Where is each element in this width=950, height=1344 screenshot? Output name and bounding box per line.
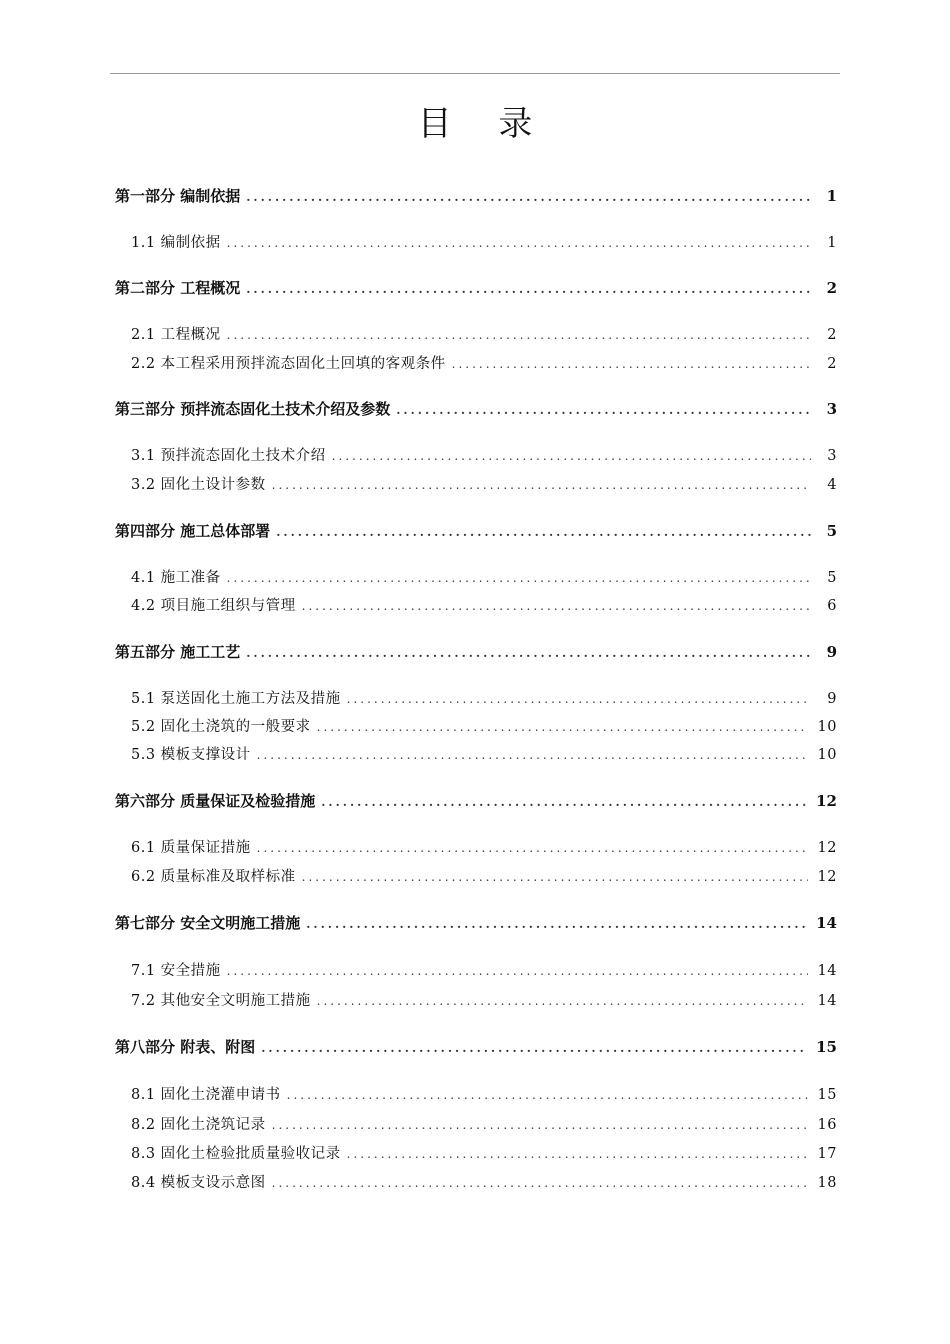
toc-entry-label: 2.1 工程概况 bbox=[131, 327, 221, 343]
toc-page-number: 5 bbox=[827, 570, 837, 586]
toc-entry-label: 第三部分 预拌流态固化土技术介绍及参数 bbox=[115, 400, 391, 418]
toc-section-entry[interactable] bbox=[131, 743, 837, 763]
toc-part-entry[interactable] bbox=[115, 520, 837, 540]
toc-section-entry[interactable] bbox=[131, 566, 837, 586]
toc-leader-dots bbox=[332, 449, 811, 463]
toc-entry-label: 第一部分 编制依据 bbox=[115, 187, 241, 205]
toc-entry-label: 3.1 预拌流态固化土技术介绍 bbox=[131, 448, 326, 464]
toc-part-entry[interactable] bbox=[115, 185, 837, 205]
toc-leader-dots bbox=[272, 1176, 808, 1190]
header-rule bbox=[110, 73, 840, 74]
toc-section-entry[interactable] bbox=[131, 1083, 837, 1103]
toc-page-number: 12 bbox=[817, 840, 837, 856]
toc-page-number: 10 bbox=[817, 747, 837, 763]
toc-entry-label: 5.3 模板支撑设计 bbox=[131, 747, 251, 763]
toc-entry-label: 第六部分 质量保证及检验措施 bbox=[115, 792, 316, 810]
toc-section-entry[interactable] bbox=[131, 687, 837, 707]
toc-section-entry[interactable] bbox=[131, 959, 837, 979]
toc-section-entry[interactable] bbox=[131, 1113, 837, 1133]
toc-entry-label: 7.1 安全措施 bbox=[131, 963, 221, 979]
toc-page-number: 6 bbox=[827, 598, 837, 614]
toc-page-number: 5 bbox=[826, 522, 837, 540]
toc-entry-label: 8.1 固化土浇灌申请书 bbox=[131, 1087, 281, 1103]
toc-entry-label: 1.1 编制依据 bbox=[131, 235, 221, 251]
toc-leader-dots bbox=[317, 720, 808, 734]
toc-leader-dots bbox=[347, 1147, 808, 1161]
toc-page-number: 15 bbox=[817, 1087, 837, 1103]
toc-leader-dots bbox=[287, 1088, 808, 1102]
toc-entry-label: 4.1 施工准备 bbox=[131, 570, 221, 586]
toc-leader-dots bbox=[452, 357, 811, 371]
toc-section-entry[interactable] bbox=[131, 836, 837, 856]
toc-entry-label: 5.2 固化土浇筑的一般要求 bbox=[131, 719, 311, 735]
toc-leader-dots bbox=[227, 571, 811, 585]
toc-entry-label: 8.4 模板支设示意图 bbox=[131, 1175, 266, 1191]
toc-page-number: 9 bbox=[826, 643, 837, 661]
toc-leader-dots bbox=[306, 917, 806, 931]
toc-entry-label: 第五部分 施工工艺 bbox=[115, 643, 241, 661]
toc-leader-dots bbox=[347, 692, 811, 706]
toc-entry-label: 第四部分 施工总体部署 bbox=[115, 522, 271, 540]
toc-page-number: 16 bbox=[817, 1117, 837, 1133]
toc-leader-dots bbox=[272, 478, 811, 492]
toc-entry-label: 6.2 质量标准及取样标准 bbox=[131, 869, 296, 885]
toc-part-entry[interactable] bbox=[115, 1036, 837, 1056]
toc-leader-dots bbox=[317, 994, 808, 1008]
toc-page-number: 1 bbox=[826, 187, 837, 205]
toc-page-number: 4 bbox=[827, 477, 837, 493]
toc-entry-label: 6.1 质量保证措施 bbox=[131, 840, 251, 856]
toc-leader-dots bbox=[302, 870, 808, 884]
toc-entry-label: 第八部分 附表、附图 bbox=[115, 1038, 256, 1056]
toc-section-entry[interactable] bbox=[131, 352, 837, 372]
toc-leader-dots bbox=[302, 599, 811, 613]
toc-entry-label: 8.3 固化土检验批质量验收记录 bbox=[131, 1146, 341, 1162]
toc-page-number: 12 bbox=[817, 869, 837, 885]
toc-leader-dots bbox=[246, 190, 811, 204]
page-title: 目 录 bbox=[417, 104, 551, 144]
toc-entry-label: 8.2 固化土浇筑记录 bbox=[131, 1117, 266, 1133]
toc-page-number: 14 bbox=[817, 993, 837, 1009]
toc-page-number: 3 bbox=[827, 448, 837, 464]
toc-entry-label: 第七部分 安全文明施工措施 bbox=[115, 914, 301, 932]
toc-section-entry[interactable] bbox=[131, 594, 837, 614]
toc-part-entry[interactable] bbox=[115, 912, 837, 932]
toc-entry-label: 7.2 其他安全文明施工措施 bbox=[131, 993, 311, 1009]
toc-entry-label: 5.1 泵送固化土施工方法及措施 bbox=[131, 691, 341, 707]
toc-part-entry[interactable] bbox=[115, 641, 837, 661]
toc-page-number: 2 bbox=[827, 327, 837, 343]
toc-leader-dots bbox=[257, 841, 808, 855]
toc-part-entry[interactable] bbox=[115, 790, 837, 810]
toc-page-number: 2 bbox=[827, 356, 837, 372]
toc-leader-dots bbox=[261, 1041, 806, 1055]
toc-section-entry[interactable] bbox=[131, 231, 837, 251]
toc-entry-label: 2.2 本工程采用预拌流态固化土回填的客观条件 bbox=[131, 356, 446, 372]
toc-entry-label: 3.2 固化土设计参数 bbox=[131, 477, 266, 493]
toc-page-number: 3 bbox=[826, 400, 837, 418]
toc-page-number: 15 bbox=[816, 1038, 837, 1056]
toc-page-number: 18 bbox=[817, 1175, 837, 1191]
toc-section-entry[interactable] bbox=[131, 1142, 837, 1162]
toc-section-entry[interactable] bbox=[131, 715, 837, 735]
toc-entry-label: 第二部分 工程概况 bbox=[115, 279, 241, 297]
toc-page-number: 12 bbox=[816, 792, 837, 810]
toc-leader-dots bbox=[246, 646, 811, 660]
toc-leader-dots bbox=[272, 1118, 808, 1132]
toc-page-number: 10 bbox=[817, 719, 837, 735]
toc-leader-dots bbox=[246, 282, 811, 296]
toc-leader-dots bbox=[276, 525, 811, 539]
toc-leader-dots bbox=[321, 795, 806, 809]
toc-section-entry[interactable] bbox=[131, 473, 837, 493]
toc-part-entry[interactable] bbox=[115, 277, 837, 297]
toc-section-entry[interactable] bbox=[131, 865, 837, 885]
toc-page-number: 14 bbox=[817, 963, 837, 979]
toc-part-entry[interactable] bbox=[115, 398, 837, 418]
toc-leader-dots bbox=[396, 403, 811, 417]
toc-page-number: 14 bbox=[816, 914, 837, 932]
toc-page-number: 17 bbox=[817, 1146, 837, 1162]
toc-section-entry[interactable] bbox=[131, 444, 837, 464]
toc-section-entry[interactable] bbox=[131, 323, 837, 343]
toc-leader-dots bbox=[227, 328, 811, 342]
toc-page-number: 9 bbox=[827, 691, 837, 707]
toc-leader-dots bbox=[227, 236, 811, 250]
toc-section-entry[interactable] bbox=[131, 989, 837, 1009]
toc-entry-label: 4.2 项目施工组织与管理 bbox=[131, 598, 296, 614]
toc-page-number: 1 bbox=[827, 235, 837, 251]
toc-page-number: 2 bbox=[826, 279, 837, 297]
toc-leader-dots bbox=[227, 964, 808, 978]
toc-section-entry[interactable] bbox=[131, 1171, 837, 1191]
toc-leader-dots bbox=[257, 748, 808, 762]
